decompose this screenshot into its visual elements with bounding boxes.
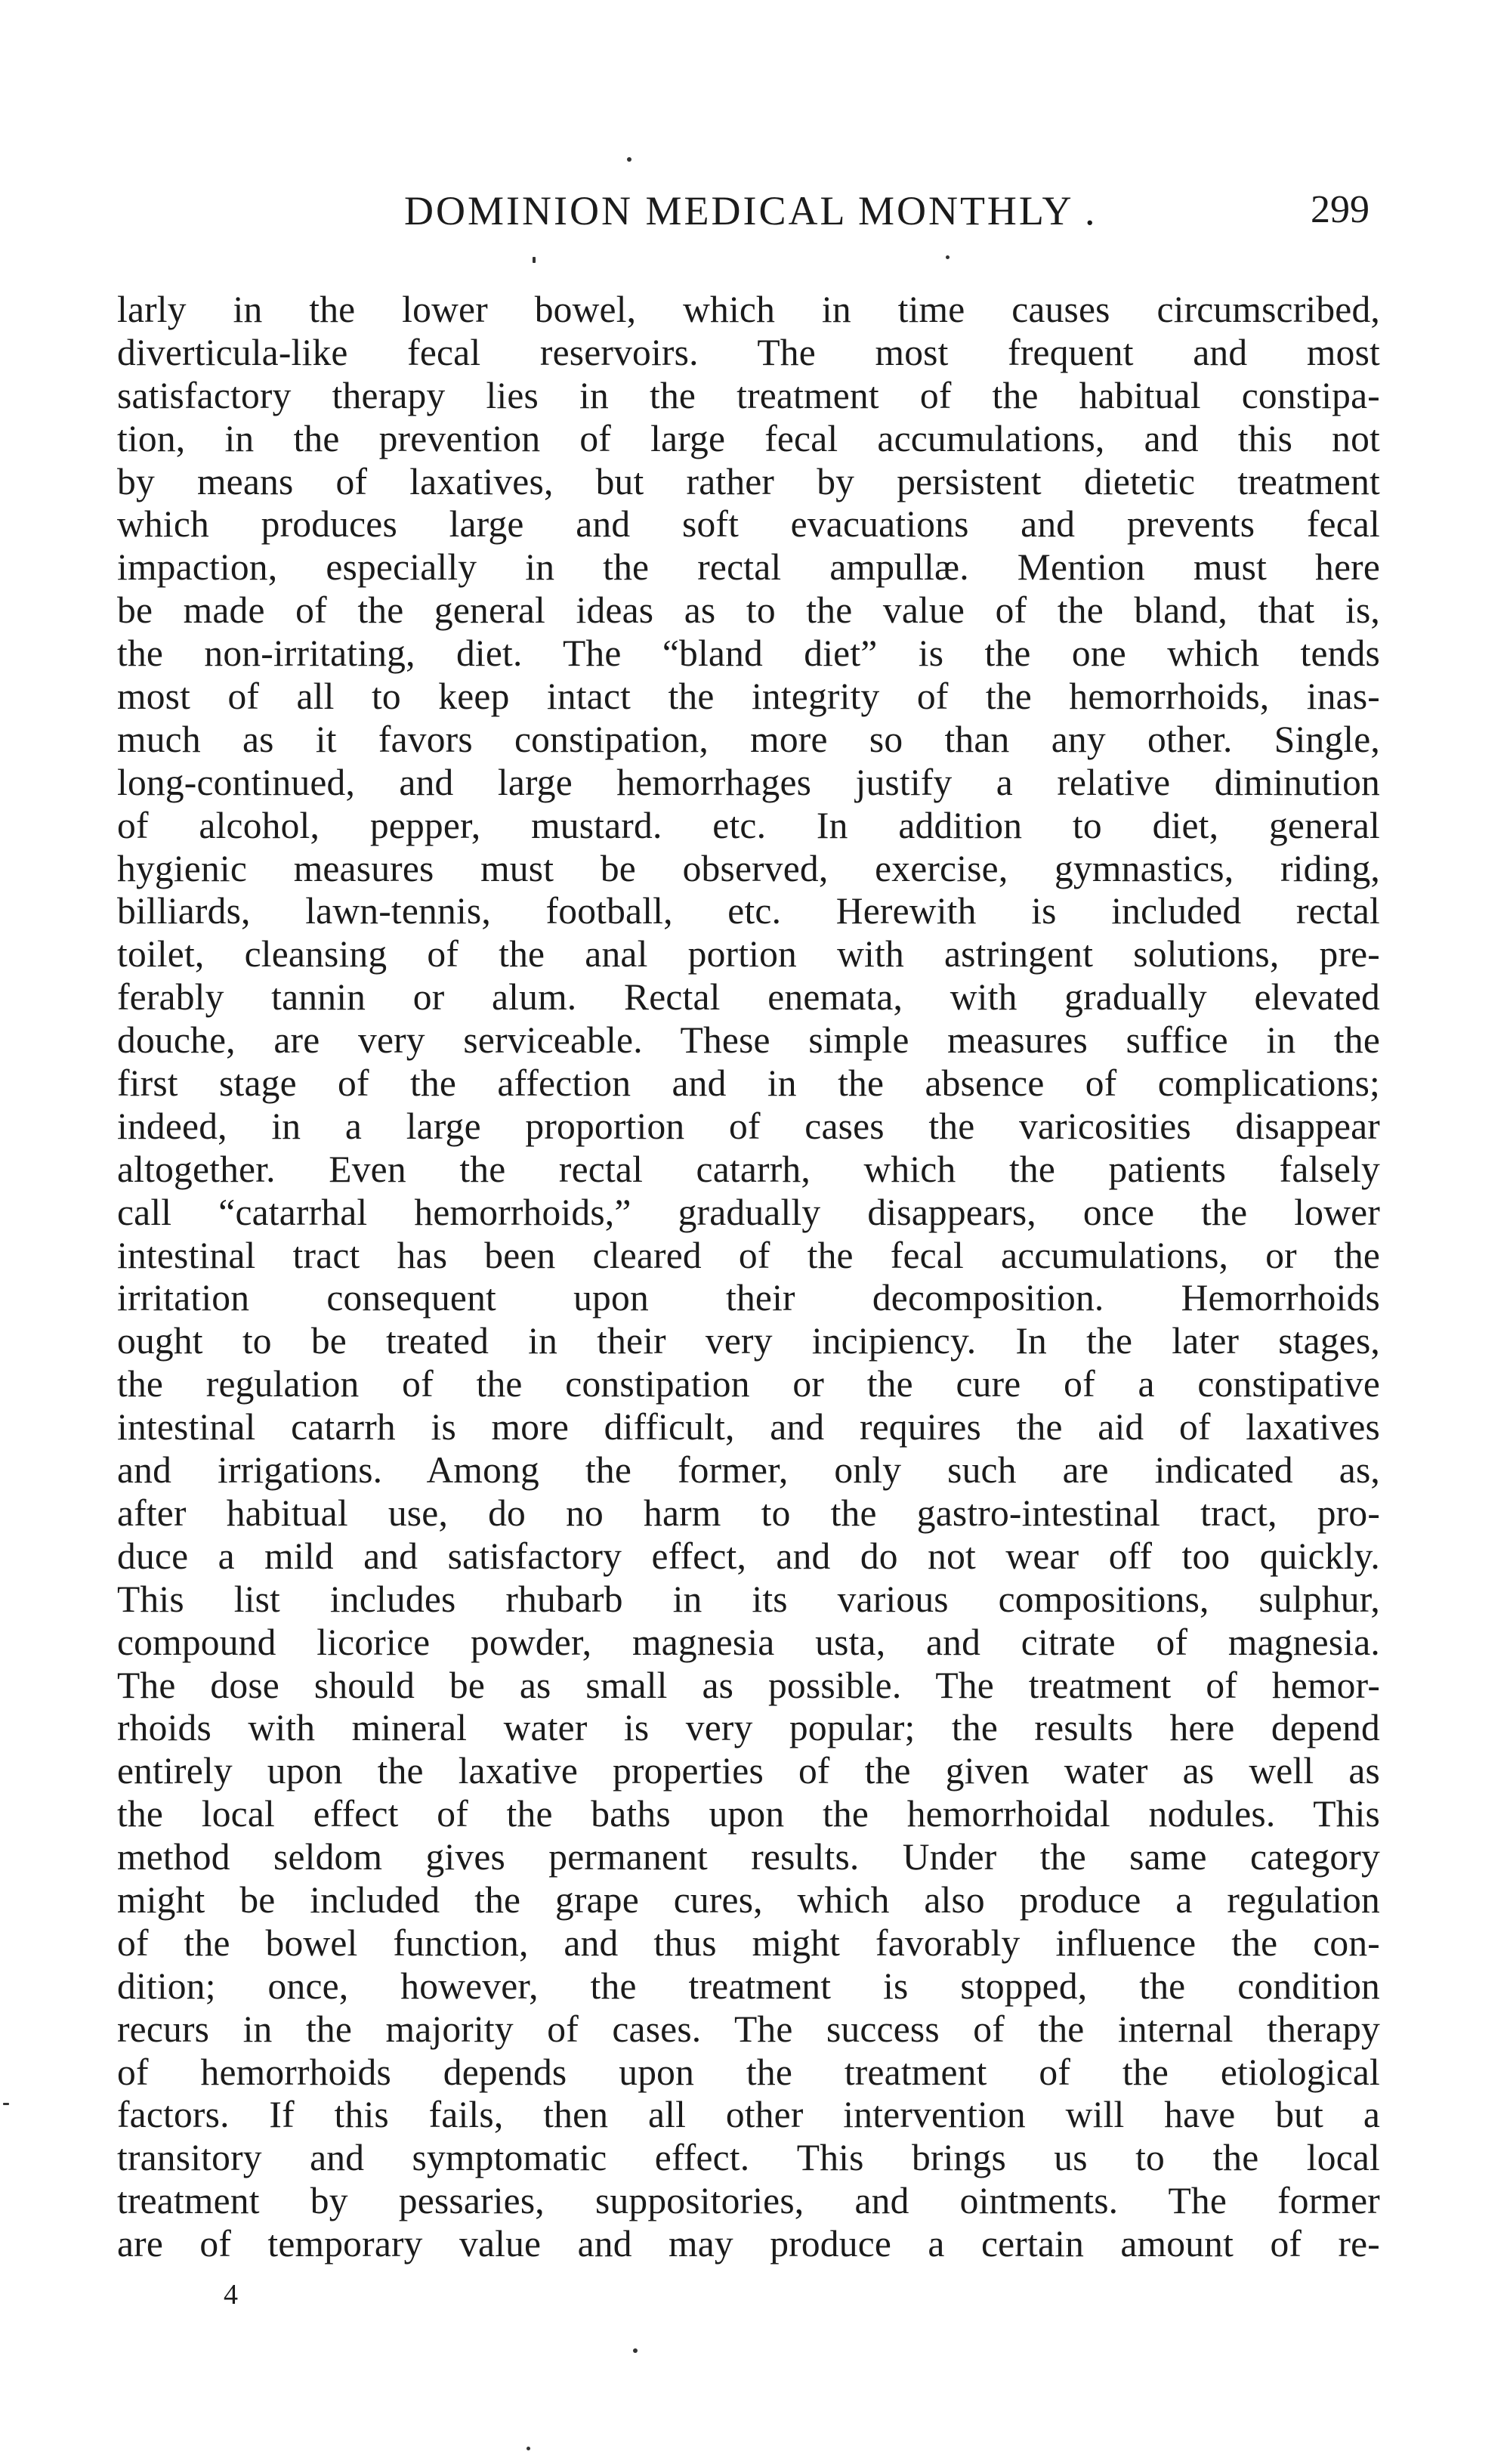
text-line: are of temporary value and may produce a certain amount of re- (117, 2223, 1380, 2265)
text-line: intestinal tract has been cleared of the fecal accumulations, or the (117, 1234, 1380, 1276)
text-line: first stage of the affection and in the absence of complications; (117, 1062, 1380, 1105)
text-line: tion, in the prevention of large fecal accumulations, and this not (117, 417, 1380, 459)
print-speck (633, 2348, 638, 2353)
text-line: irritation consequent upon their decomposition. Hemorrhoids (117, 1277, 1380, 1319)
text-line: call “catarrhal hemorrhoids,” gradually disappears, once the lower (117, 1191, 1380, 1233)
text-line: long-continued, and large hemorrhages justify a relative diminution (117, 761, 1380, 803)
text-line: intestinal catarrh is more difficult, and requires the aid of laxatives (117, 1406, 1380, 1448)
text-line: The dose should be as small as possible. The treatment of hemor- (117, 1664, 1380, 1706)
text-line: of alcohol, pepper, mustard. etc. In addition to diet, general (117, 804, 1380, 846)
text-line: diverticula-like fecal reservoirs. The most frequent and most (117, 331, 1380, 373)
page-number: 299 (1311, 188, 1369, 231)
text-line: hygienic measures must be observed, exercise, gymnastics, riding, (117, 847, 1380, 889)
text-line: might be included the grape cures, which also produce a regulation (117, 1878, 1380, 1921)
print-speck (627, 157, 631, 162)
print-speck (946, 255, 950, 259)
text-line: of the bowel function, and thus might favorably influence the con- (117, 1921, 1380, 1964)
text-line: toilet, cleansing of the anal portion with astringent solutions, pre- (117, 933, 1380, 975)
text-line: of hemorrhoids depends upon the treatment of the etiological (117, 2051, 1380, 2093)
text-line: rhoids with mineral water is very popular; the results here depend (117, 1707, 1380, 1749)
text-line: the local effect of the baths upon the hemorrhoidal nodules. This (117, 1793, 1380, 1835)
text-line: duce a mild and satisfactory effect, and do not wear off too quickly. (117, 1535, 1380, 1577)
text-line: ferably tannin or alum. Rectal enemata, with gradually elevated (117, 976, 1380, 1019)
print-speck (526, 2447, 530, 2450)
text-line: recurs in the majority of cases. The success of the internal therapy (117, 2008, 1380, 2050)
text-line: method seldom gives permanent results. Under the same category (117, 1836, 1380, 1878)
running-head: DOMINION MEDICAL MONTHLY . (404, 188, 1098, 233)
text-line: altogether. Even the rectal catarrh, which the patients falsely (117, 1148, 1380, 1190)
text-line: and irrigations. Among the former, only such are indicated as, (117, 1449, 1380, 1492)
text-line: larly in the lower bowel, which in time causes circumscribed, (117, 289, 1380, 330)
text-line: most of all to keep intact the integrity of the hemorrhoids, inas- (117, 676, 1380, 718)
text-line: much as it favors constipation, more so than any other. Single, (117, 718, 1380, 760)
text-line: the regulation of the constipation or the cure of a constipative (117, 1363, 1380, 1405)
text-line: by means of laxatives, but rather by persistent dietetic treatment (117, 460, 1380, 502)
text-line: indeed, in a large proportion of cases the varicosities disappear (117, 1105, 1380, 1147)
text-line: which produces large and soft evacuations and prevents fecal (117, 503, 1380, 546)
text-line: This list includes rhubarb in its various compositions, sulphur, (117, 1578, 1380, 1620)
print-speck (533, 257, 536, 263)
print-speck (3, 2103, 9, 2105)
text-line: ought to be treated in their very incipiency. In the later stages, (117, 1320, 1380, 1362)
body-paragraph (117, 289, 1380, 2266)
page-header (404, 187, 1371, 240)
text-line: douche, are very serviceable. These simple measures suffice in the (117, 1019, 1380, 1062)
text-line: the non-irritating, diet. The “bland diet” is the one which tends (117, 632, 1380, 675)
text-line: billiards, lawn-tennis, football, etc. Herewith is included rectal (117, 890, 1380, 932)
text-line: transitory and symptomatic effect. This brings us to the local (117, 2137, 1380, 2179)
text-line: impaction, especially in the rectal ampullæ. Mention must here (117, 546, 1380, 589)
text-line: after habitual use, do no harm to the gastro-intestinal tract, pro- (117, 1492, 1380, 1534)
signature-mark: 4 (224, 2279, 238, 2311)
text-line: be made of the general ideas as to the value of the bland, that is, (117, 589, 1380, 632)
text-line: entirely upon the laxative properties of the given water as well as (117, 1750, 1380, 1792)
text-line: treatment by pessaries, suppositories, and ointments. The former (117, 2180, 1380, 2222)
text-line: dition; once, however, the treatment is stopped, the condition (117, 1965, 1380, 2007)
text-line: factors. If this fails, then all other intervention will have but a (117, 2094, 1380, 2136)
text-line: compound licorice powder, magnesia usta, and citrate of magnesia. (117, 1621, 1380, 1663)
text-line: satisfactory therapy lies in the treatment of the habitual constipa- (117, 374, 1380, 416)
